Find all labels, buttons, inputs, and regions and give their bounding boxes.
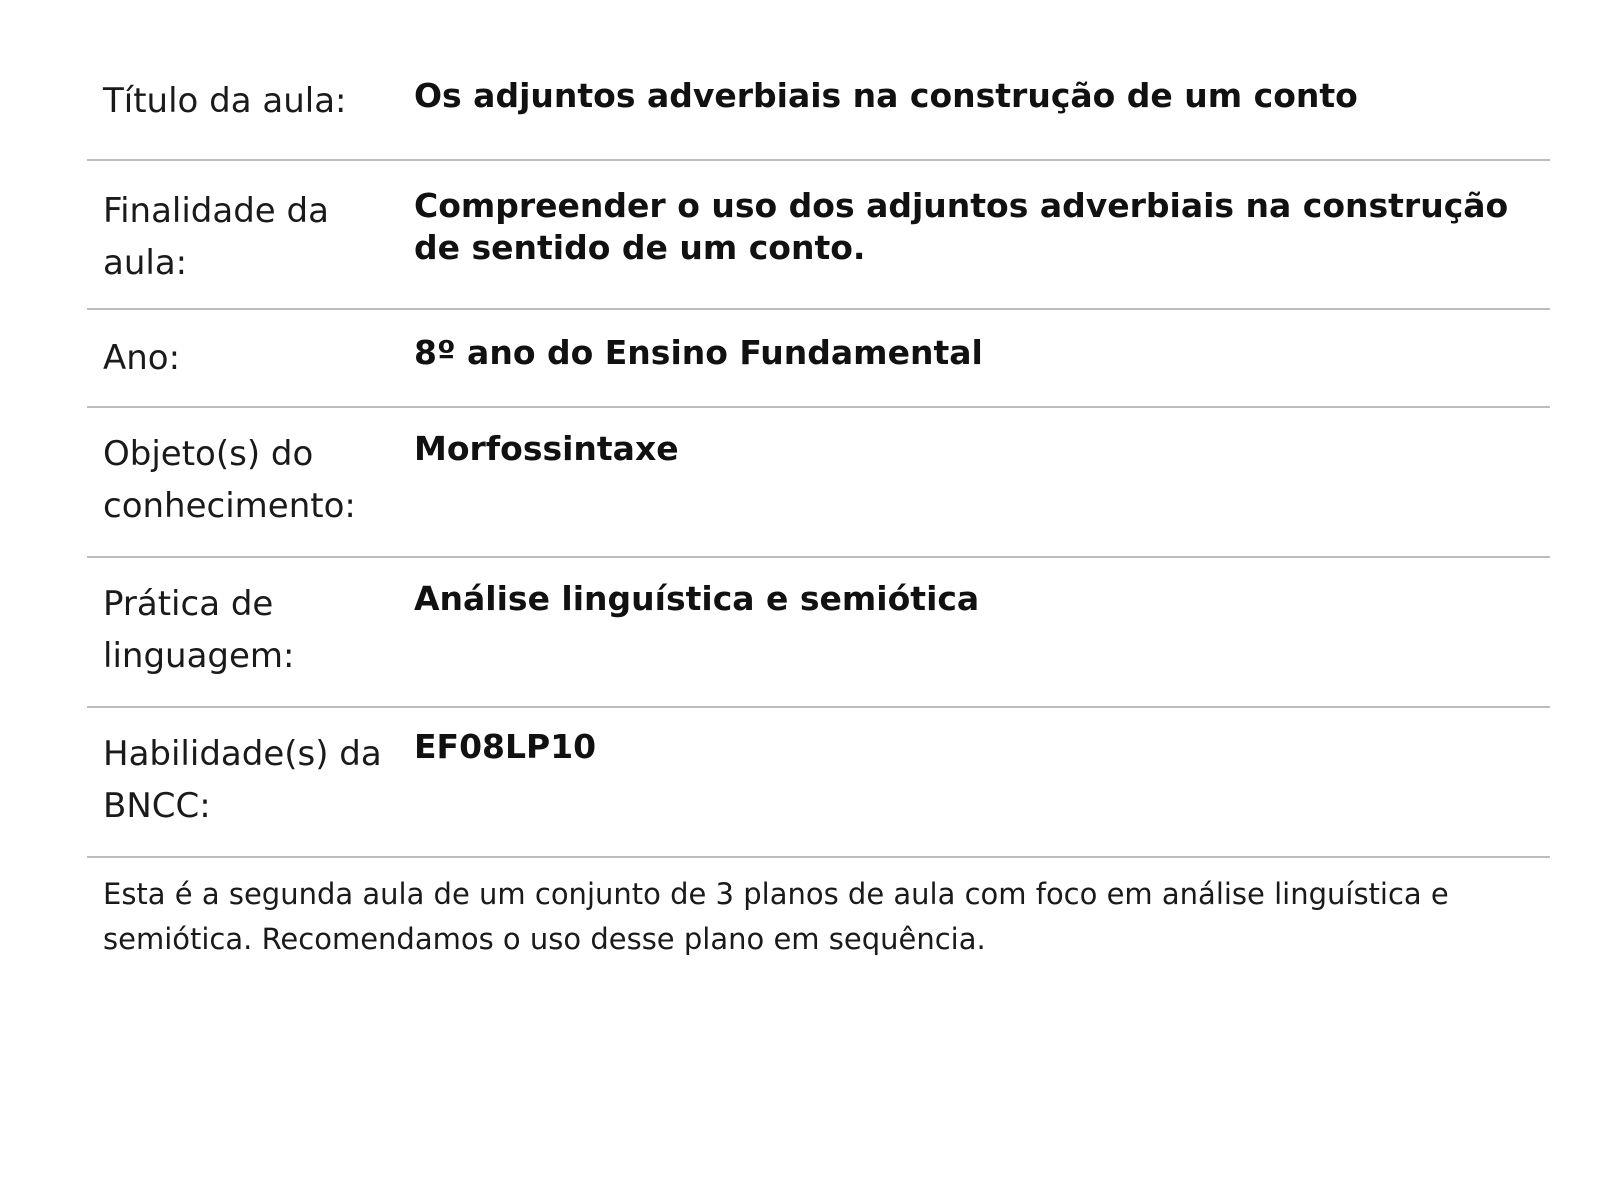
row-school-year [87,310,1550,408]
row-lesson-title [87,48,1550,161]
field-label: Título da aula: [103,81,347,121]
field-label: Objeto(s) do conhecimento: [103,434,356,526]
field-value: EF08LP10 [414,727,597,766]
field-value: Morfossintaxe [414,429,679,468]
field-value: Os adjuntos adverbiais na construção de um conto [414,76,1358,115]
field-value: Compreender o uso dos adjuntos adverbiais na construção de sentido de um conto. [414,186,1509,267]
field-value: Análise linguística e semiótica [414,579,980,618]
row-bncc-skill [87,708,1550,858]
row-language-practice [87,558,1550,708]
lesson-plan-table [87,48,1550,962]
field-label: Finalidade da aula: [103,191,329,283]
row-knowledge-object [87,408,1550,558]
field-value: 8º ano do Ensino Fundamental [414,333,983,372]
sequence-note: Esta é a segunda aula de um conjunto de 3 planos de aula com foco em análise linguística e semiótica. Recomendamos o uso desse plano em sequência. [103,877,1449,956]
field-label: Habilidade(s) da BNCC: [103,734,382,826]
row-lesson-goal [87,161,1550,310]
field-label: Ano: [103,338,181,378]
field-label: Prática de linguagem: [103,584,295,676]
